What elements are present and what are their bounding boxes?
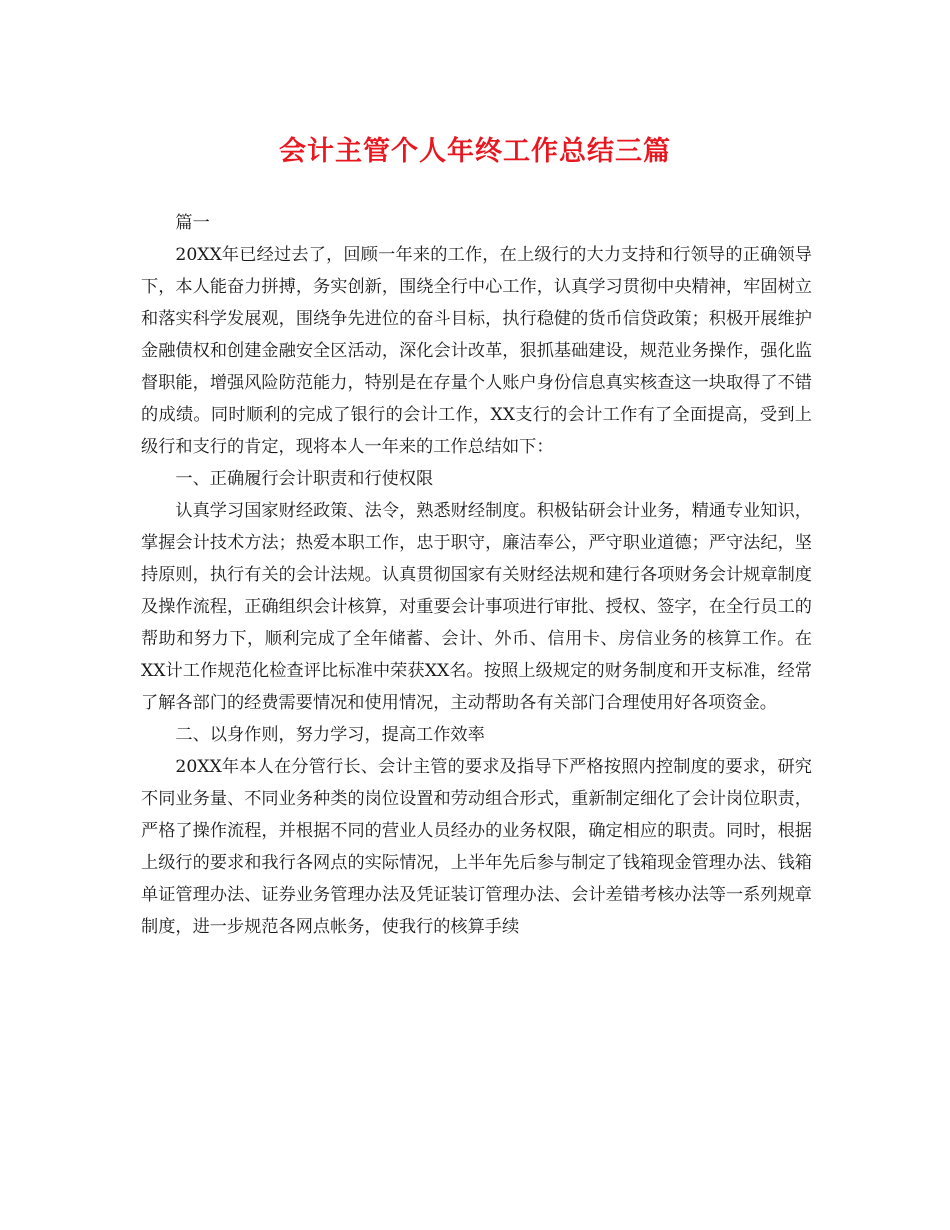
intro-paragraph: 20XX年已经过去了，回顾一年来的工作，在上级行的大力支持和行领导的正确领导下，本人能奋力拼搏，务实创新，围绕全行中心工作，认真学习贯彻中央精神，牢固树立和落实科学发展观，围绕争先进位的奋斗目标，执行稳健的货币信贷政策；积极开展维护金融债权和创建金融安全区活动，深化会计改革，狠抓基础建设，规范业务操作，强化监督职能，增强风险防范能力，特别是在存量个人账户身份信息真实核查这一块取得了不错的成绩。同时顺利的完成了银行的会计工作，XX支行的会计工作有了全面提高，受到上级行和支行的肯定，现将本人一年来的工作总结如下： <box>141 245 812 457</box>
section-heading-2: 二、以身作则，努力学习，提高工作效率 <box>175 725 485 745</box>
section-2-paragraph: 20XX年本人在分管行长、会计主管的要求及指导下严格按照内控制度的要求，研究不同业务量、不同业务种类的岗位设置和劳动组合形式，重新制定细化了会计岗位职责，严格了操作流程，并根据不同的营业人员经办的业务权限，确定相应的职责。同时，根据上级行的要求和我行各网点的实际情况，上半年先后参与制定了钱箱现金管理办法、钱箱单证管理办法、证券业务管理办法及凭证装订管理办法、会计差错考核办法等一系列规章制度，进一步规范各网点帐务，使我行的核算手续 <box>141 757 812 937</box>
section-1-paragraph: 认真学习国家财经政策、法令，熟悉财经制度。积极钻研会计业务，精通专业知识，掌握会计技术方法；热爱本职工作，忠于职守，廉洁奉公，严守职业道德；严守法纪，坚持原则，执行有关的会计法规。认真贯彻国家有关财经法规和建行各项财务会计规章制度及操作流程，正确组织会计核算，对重要会计事项进行审批、授权、签字，在全行员工的帮助和努力下，顺利完成了全年储蓄、会计、外币、信用卡、房信业务的核算工作。在XX计工作规范化检查评比标准中荣获XX名。按照上级规定的财务制度和开支标准，经常了解各部门的经费需要情况和使用情况，主动帮助各有关部门合理使用好各项资金。 <box>141 501 812 713</box>
document-title: 会计主管个人年终工作总结三篇 <box>279 136 671 167</box>
section-heading-1: 一、正确履行会计职责和行使权限 <box>175 469 434 489</box>
document-body <box>141 207 812 943</box>
section-heading-part-one: 篇一 <box>175 213 210 233</box>
